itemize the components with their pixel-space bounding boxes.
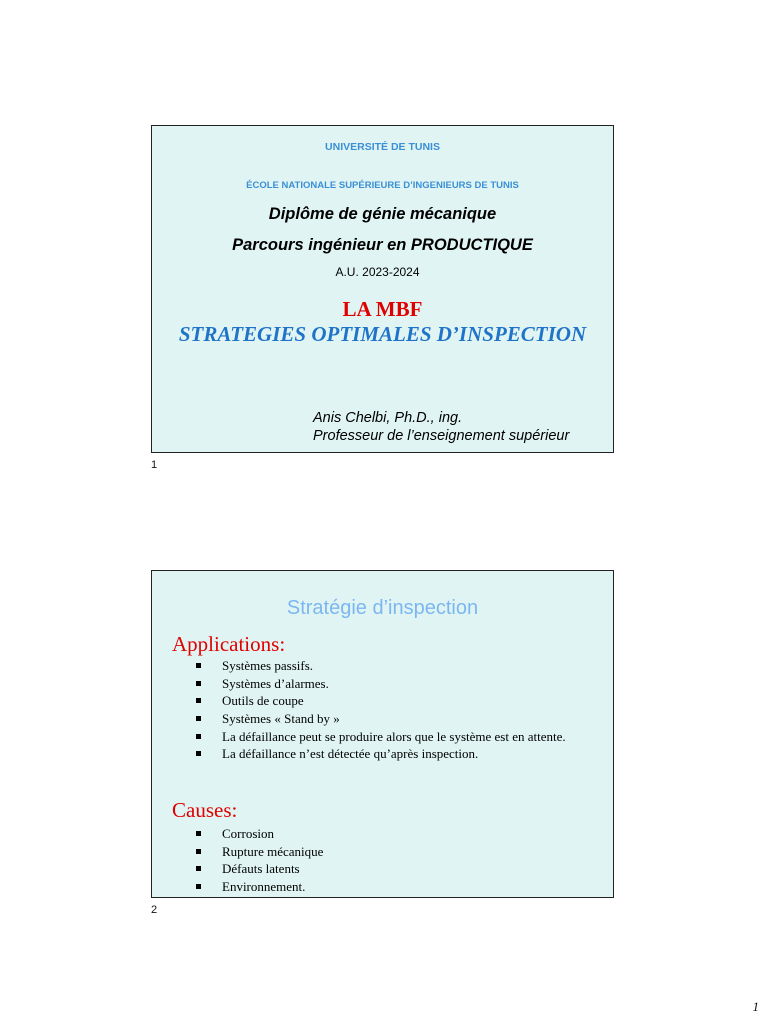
bullet-square-icon — [196, 663, 201, 668]
applications-heading: Applications: — [172, 632, 286, 656]
slide-number-1: 1 — [151, 459, 158, 471]
slide-number-2: 2 — [151, 904, 158, 916]
bullet-square-icon — [196, 751, 201, 756]
course-subtitle: STRATEGIES OPTIMALES D’INSPECTION — [178, 322, 587, 346]
list-item: Systèmes « Stand by » — [192, 712, 595, 726]
bullet-square-icon — [196, 849, 201, 854]
list-item: La défaillance n’est détectée qu’après inspection. — [192, 747, 595, 761]
course-title: LA MBF — [342, 297, 423, 321]
university-name: UNIVERSITÉ DE TUNIS — [325, 141, 440, 153]
causes-heading: Causes: — [172, 798, 238, 822]
school-name: ÉCOLE NATIONALE SUPÉRIEURE D’INGENIEURS DE TUNIS — [246, 180, 519, 191]
list-item: Environnement. — [192, 880, 595, 894]
list-item: Corrosion — [192, 827, 595, 841]
track-title: Parcours ingénieur en PRODUCTIQUE — [232, 236, 533, 254]
diploma-title: Diplôme de génie mécanique — [268, 205, 497, 223]
author-role: Professeur de l’enseignement supérieur — [313, 428, 570, 444]
author-block — [313, 409, 569, 445]
bullet-square-icon — [196, 681, 201, 686]
bullet-square-icon — [196, 884, 201, 889]
academic-year: A.U. 2023-2024 — [335, 265, 420, 279]
bullet-square-icon — [196, 716, 201, 721]
slide-2 — [151, 570, 614, 898]
list-item: Systèmes passifs. — [192, 659, 595, 673]
list-item: La défaillance peut se produire alors que le système est en attente. — [192, 730, 595, 744]
list-item: Défauts latents — [192, 862, 595, 876]
bullet-square-icon — [196, 734, 201, 739]
list-item: Outils de coupe — [192, 694, 595, 708]
bullet-square-icon — [196, 831, 201, 836]
author-name: Anis Chelbi, Ph.D., ing. — [313, 410, 463, 426]
slide-title: Stratégie d’inspection — [286, 597, 479, 619]
bullet-square-icon — [196, 698, 201, 703]
list-item: Rupture mécanique — [192, 845, 595, 859]
applications-list — [192, 659, 595, 765]
slide-1 — [151, 125, 614, 453]
list-item: Systèmes d’alarmes. — [192, 677, 595, 691]
bullet-square-icon — [196, 866, 201, 871]
page-number: 1 — [752, 999, 759, 1014]
causes-list — [192, 827, 595, 898]
